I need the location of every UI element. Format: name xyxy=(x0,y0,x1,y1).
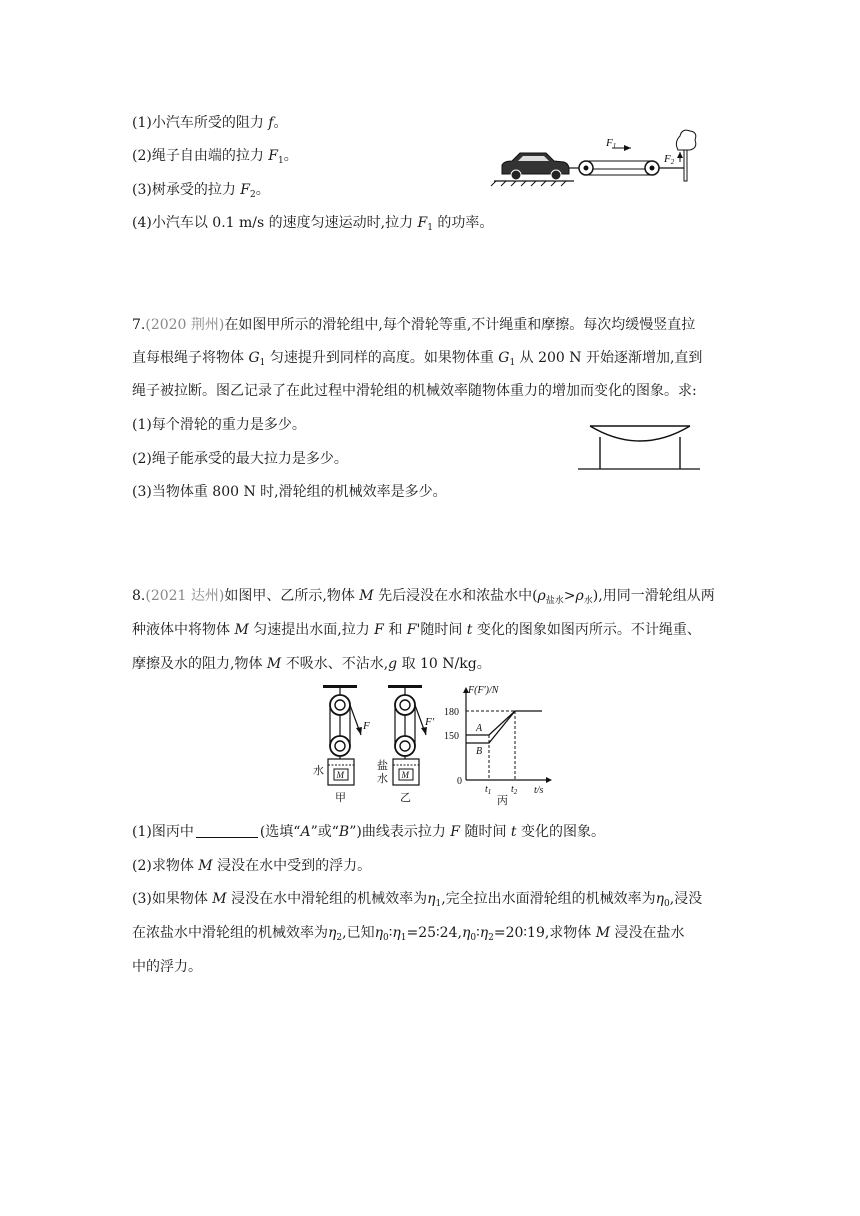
q8-line-1 xyxy=(132,586,715,611)
q8-part-3-line-2 xyxy=(132,923,685,948)
q7-part-3-text: (3)当物体重 800 N 时,滑轮组的机械效率是多少。 xyxy=(132,484,447,500)
q6-part-4-end: 的功率。 xyxy=(432,215,494,231)
q6-part-2 xyxy=(132,146,298,171)
q7-line-1 xyxy=(132,315,695,335)
curve-A-label: A xyxy=(476,723,483,734)
var-G: G xyxy=(498,350,510,366)
q8-text: ,已知 xyxy=(342,925,375,941)
q8-text: 在浓盐水中滑轮组的机械效率为 xyxy=(132,925,328,941)
var-t: t xyxy=(466,622,473,638)
var-F-prime: F' xyxy=(406,622,421,638)
gt-sign: > xyxy=(563,588,576,604)
q8-text: =20∶19,求物体 xyxy=(493,925,596,941)
var-F: F xyxy=(374,622,384,638)
q8-text: 随时间 xyxy=(420,622,467,638)
q8-part-2 xyxy=(132,856,371,876)
force-time-graph xyxy=(444,685,552,807)
var-B: B xyxy=(338,824,350,840)
var-F: F xyxy=(240,182,250,198)
q6-part-1-text: (1)小汽车所受的阻力 xyxy=(132,115,269,131)
q6-part-2-end: 。 xyxy=(283,148,298,164)
q8-text: ,完全拉出水面滑轮组的机械效率为 xyxy=(441,891,656,907)
var-F: F xyxy=(450,824,461,840)
fig-M-label: M xyxy=(401,770,409,780)
var-eta: η xyxy=(479,925,489,941)
q8-text: (选填“ xyxy=(259,824,301,840)
q6-part-4 xyxy=(132,213,493,238)
q8-text: 匀速提出水面,拉力 xyxy=(248,622,375,638)
var-sub: 1 xyxy=(400,933,407,943)
var-M: M xyxy=(198,858,213,874)
q8-line-3 xyxy=(132,654,491,674)
graph-y180: 180 xyxy=(444,707,459,718)
pulley-setup-yi xyxy=(377,685,435,804)
q8-text: 浸没在水中滑轮组的机械效率为 xyxy=(226,891,428,907)
graph-y0: 0 xyxy=(457,776,462,787)
graph-xlabel: t/s xyxy=(534,785,544,796)
q8-text: (1)图丙中 xyxy=(132,824,194,840)
q6-part-2-text: (2)绳子自由端的拉力 xyxy=(132,148,269,164)
q7-pulley-mount-figure xyxy=(578,420,703,472)
fig-salt-label-2: 水 xyxy=(377,773,388,785)
q6-part-3-end: 。 xyxy=(255,182,270,198)
var-M: M xyxy=(212,891,227,907)
q7-line-3 xyxy=(132,381,697,401)
q6-part-1 xyxy=(132,113,287,133)
q6-part-1-end: 。 xyxy=(273,115,288,131)
q8-text: ),用同一滑轮组从两 xyxy=(592,588,715,604)
fig-caption-yi: 乙 xyxy=(400,792,411,804)
var-t: t xyxy=(510,824,517,840)
q8-figure xyxy=(305,683,555,808)
var-rho: ρ xyxy=(537,588,546,604)
q8-part-1 xyxy=(132,822,605,842)
var-sub: 0 xyxy=(470,933,477,943)
var-eta: η xyxy=(427,891,436,907)
var-eta: η xyxy=(461,925,471,941)
var-sub: 1 xyxy=(435,899,442,909)
var-F: F xyxy=(417,215,428,231)
var-sub: 0 xyxy=(382,933,389,943)
var-sub: 盐水 xyxy=(545,596,564,606)
var-sub: 2 xyxy=(250,190,256,200)
fig-salt-label-1: 盐 xyxy=(377,760,388,772)
q8-text: (2)求物体 xyxy=(132,858,199,874)
var-eta: η xyxy=(655,891,665,907)
var-rho: ρ xyxy=(575,588,584,604)
q6-part-4-text: (4)小汽车以 0.1 m/s 的速度匀速运动时,拉力 xyxy=(132,215,418,231)
q7-text: 在如图甲所示的滑轮组中,每个滑轮等重,不计绳重和摩擦。每次均缓慢竖直拉 xyxy=(224,317,696,333)
answer-blank[interactable] xyxy=(196,823,258,838)
fig-water-label: 水 xyxy=(313,765,324,777)
fig-Fprime-label: F' xyxy=(425,716,435,728)
var-G: G xyxy=(248,350,260,366)
fig-F1-label: F1 xyxy=(606,137,617,150)
q8-text: 变化的图象如图丙所示。不计绳重、 xyxy=(472,622,701,638)
q8-text: 浸没在盐水 xyxy=(610,925,685,941)
fig-caption-jia: 甲 xyxy=(335,792,346,804)
fig-M-label: M xyxy=(336,770,344,780)
var-sub: 1 xyxy=(509,358,516,368)
q8-source: (2021 达州) xyxy=(145,588,225,604)
q7-part-2-text: (2)绳子能承受的最大拉力是多少。 xyxy=(132,451,348,467)
q8-text: 浸没在水中受到的浮力。 xyxy=(212,858,372,874)
q8-text: 种液体中将物体 xyxy=(132,622,235,638)
q7-part-1 xyxy=(132,415,306,435)
var-M: M xyxy=(234,622,249,638)
ratio-sign: ∶ xyxy=(388,925,393,941)
q6-part-3-text: (3)树承受的拉力 xyxy=(132,182,241,198)
ratio-sign: ∶ xyxy=(476,925,480,941)
graph-ylabel: F(F')/N xyxy=(468,685,499,696)
var-sub: 2 xyxy=(336,933,343,943)
var-eta: η xyxy=(392,925,401,941)
q8-text: 随时间 xyxy=(460,824,511,840)
var-sub: 2 xyxy=(488,933,494,943)
q8-text: ”)曲线表示拉力 xyxy=(349,824,451,840)
var-M: M xyxy=(595,925,611,941)
var-sub: 1 xyxy=(259,358,266,368)
q7-part-2 xyxy=(132,449,348,469)
q8-line-2 xyxy=(132,620,701,640)
q8-text: 不吸水、不沾水, xyxy=(281,656,389,672)
q8-text: 先后浸没在水和浓盐水中( xyxy=(373,588,538,604)
var-M: M xyxy=(359,588,374,604)
q8-text: (3)如果物体 xyxy=(132,891,213,907)
q6-part-3 xyxy=(132,180,270,205)
var-sub: 1 xyxy=(427,223,433,233)
q7-source: (2020 荆州) xyxy=(145,317,225,333)
q8-text: ,浸没 xyxy=(669,891,703,907)
q7-part-3 xyxy=(132,482,447,502)
q8-text: ”或“ xyxy=(310,824,339,840)
fig-F-label: F xyxy=(363,720,370,732)
q7-number: 7. xyxy=(132,317,146,333)
var-sub: 水 xyxy=(583,596,593,606)
var-eta: η xyxy=(374,925,383,941)
var-sub: 0 xyxy=(664,899,670,909)
q8-text: 如图甲、乙所示,物体 xyxy=(224,588,360,604)
q8-text: =25∶24, xyxy=(406,925,462,941)
graph-t1: $t_1$ xyxy=(485,784,492,796)
q7-text: 绳子被拉断。图乙记录了在此过程中滑轮组的机械效率随物体重力的增加而变化的图象。求: xyxy=(132,383,697,399)
fig-F2-label: F2 xyxy=(664,153,675,166)
q8-part-3-line-3 xyxy=(132,957,202,977)
q8-number: 8. xyxy=(132,588,146,604)
q8-text: 取 10 N/kg。 xyxy=(397,656,491,672)
q8-text: 摩擦及水的阻力,物体 xyxy=(132,656,267,672)
q8-text: 和 xyxy=(383,622,407,638)
var-F: F xyxy=(268,148,278,164)
car-pulley-figure xyxy=(494,128,704,188)
fig-caption-bing: 丙 xyxy=(497,795,508,807)
pulley-setup-jia xyxy=(313,685,370,804)
q8-text: 变化的图象。 xyxy=(516,824,606,840)
var-f: f xyxy=(268,115,274,131)
var-eta: η xyxy=(328,925,337,941)
curve-B-label: B xyxy=(476,746,483,757)
q8-text: 中的浮力。 xyxy=(132,959,202,975)
q8-part-3-line-1 xyxy=(132,889,702,914)
var-g: g xyxy=(388,656,398,672)
q7-line-2 xyxy=(132,348,702,373)
var-A: A xyxy=(300,824,311,840)
q7-part-1-text: (1)每个滑轮的重力是多少。 xyxy=(132,417,306,433)
q7-text: 从 200 N 开始逐渐增加,直到 xyxy=(515,350,703,366)
q7-text: 匀速提升到同样的高度。如果物体重 xyxy=(265,350,499,366)
graph-y150: 150 xyxy=(444,731,459,742)
var-M: M xyxy=(266,656,282,672)
graph-t2: $t_2$ xyxy=(511,784,518,796)
q7-text: 直每根绳子将物体 xyxy=(132,350,249,366)
var-sub: 1 xyxy=(278,156,284,166)
